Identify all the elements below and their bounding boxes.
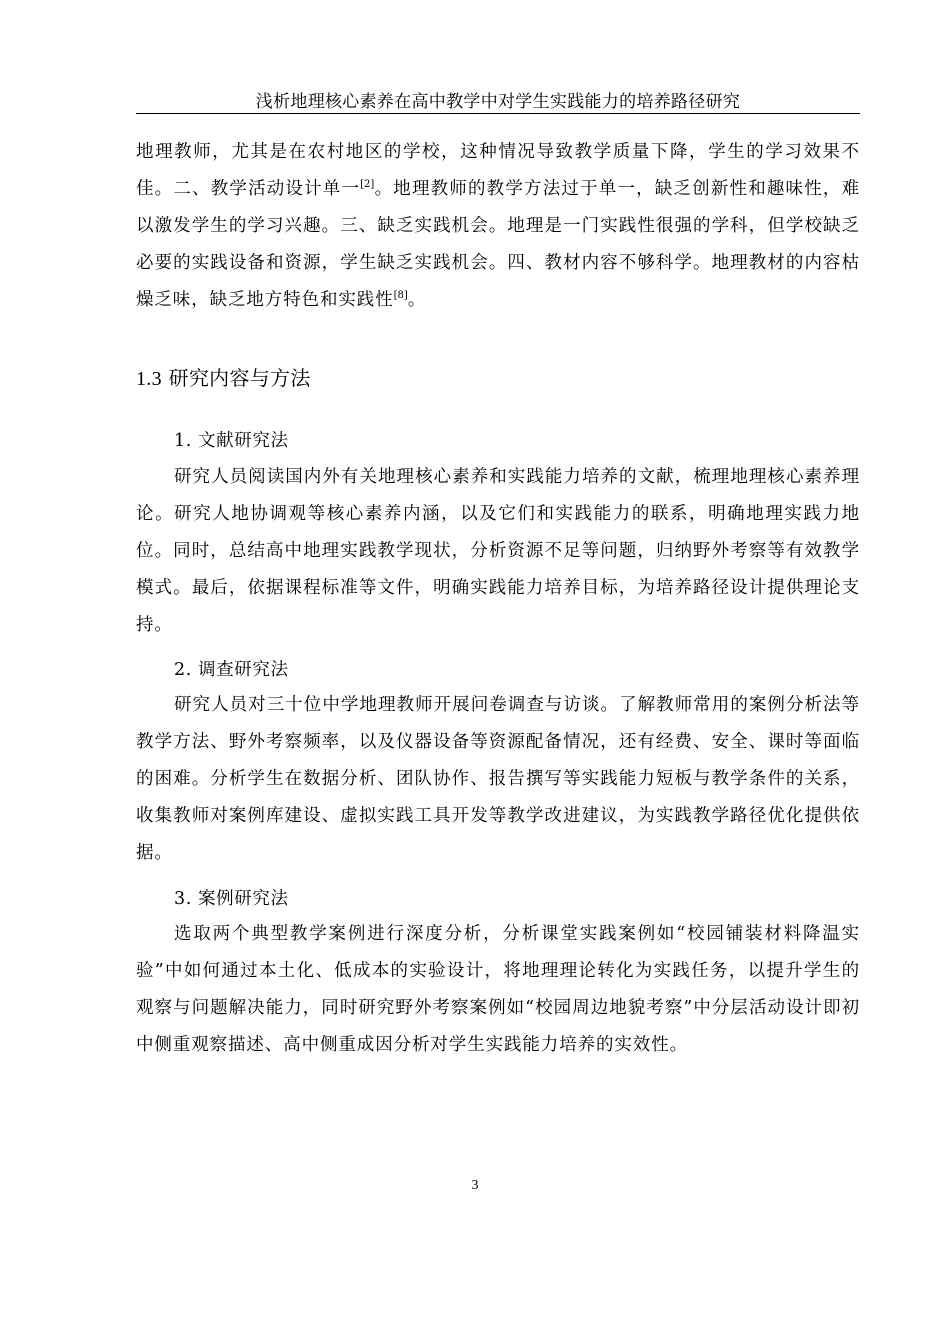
citation-8: [8]	[393, 290, 408, 301]
section-title: 研究内容与方法	[168, 366, 311, 390]
intro-text-3: 。	[407, 290, 427, 310]
method-body-literature: 研究人员阅读国内外有关地理核心素养和实践能力培养的文献，梳理地理核心素养理论。研究人地协调观等核心素养内涵，以及它们和实践能力的联系，明确地理实践力地位。同时，总结高中地理实践教学现状，分析资源不足等问题，归纳野外考察等有效教学模式。最后，依据课程标准等文件，明确实践能力培养目标，为培养路径设计提供理论支持。	[136, 467, 860, 635]
section-number: 1.3	[136, 368, 162, 390]
method-body-case-study: 选取两个典型教学案例进行深度分析，分析课堂实践案例如“校园铺装材料降温实验”中如何通过本土化、低成本的实验设计，将地理理论转化为实践任务，以提升学生的观察与问题解决能力，同时研究野外考察案例如“校园周边地貌考察”中分层活动设计即初中侧重观察描述、高中侧重成因分析对学生实践能力培养的实效性。	[136, 924, 860, 1055]
intro-text-2: 。地理教师的教学方法过于单一，缺乏创新性和趣味性，难以激发学生的学习兴趣。三、缺乏实践机会。地理是一门实践性很强的学科，但学校缺乏必要的实践设备和资源，学生缺乏实践机会。四、教材内容不够科学。地理教材的内容枯燥乏味，缺乏地方特色和实践性	[136, 179, 860, 310]
method-heading-case-study: 3. 案例研究法	[174, 889, 289, 909]
running-header: 浅析地理核心素养在高中教学中对学生实践能力的培养路径研究	[255, 92, 741, 112]
header-rule	[136, 113, 860, 114]
intro-text-1: 地理教师，尤其是在农村地区的学校，这种情况导致教学质量下降，学生的学习效果不佳。二、教学活动设计单一	[136, 142, 860, 199]
section-heading	[136, 364, 311, 393]
method-body-survey: 研究人员对三十位中学地理教师开展问卷调查与访谈。了解教师常用的案例分析法等教学方法、野外考察频率，以及仪器设备等资源配备情况，还有经费、安全、课时等面临的困难。分析学生在数据分析、团队协作、报告撰写等实践能力短板与教学条件的关系，收集教师对案例库建设、虚拟实践工具开发等教学改进建议，为实践教学路径优化提供依据。	[136, 695, 860, 863]
citation-2: [2]	[360, 179, 375, 190]
method-heading-survey: 2. 调查研究法	[174, 660, 289, 680]
page-number: 3	[471, 1178, 479, 1193]
method-heading-literature: 1. 文献研究法	[174, 431, 289, 451]
intro-paragraph	[136, 134, 860, 319]
